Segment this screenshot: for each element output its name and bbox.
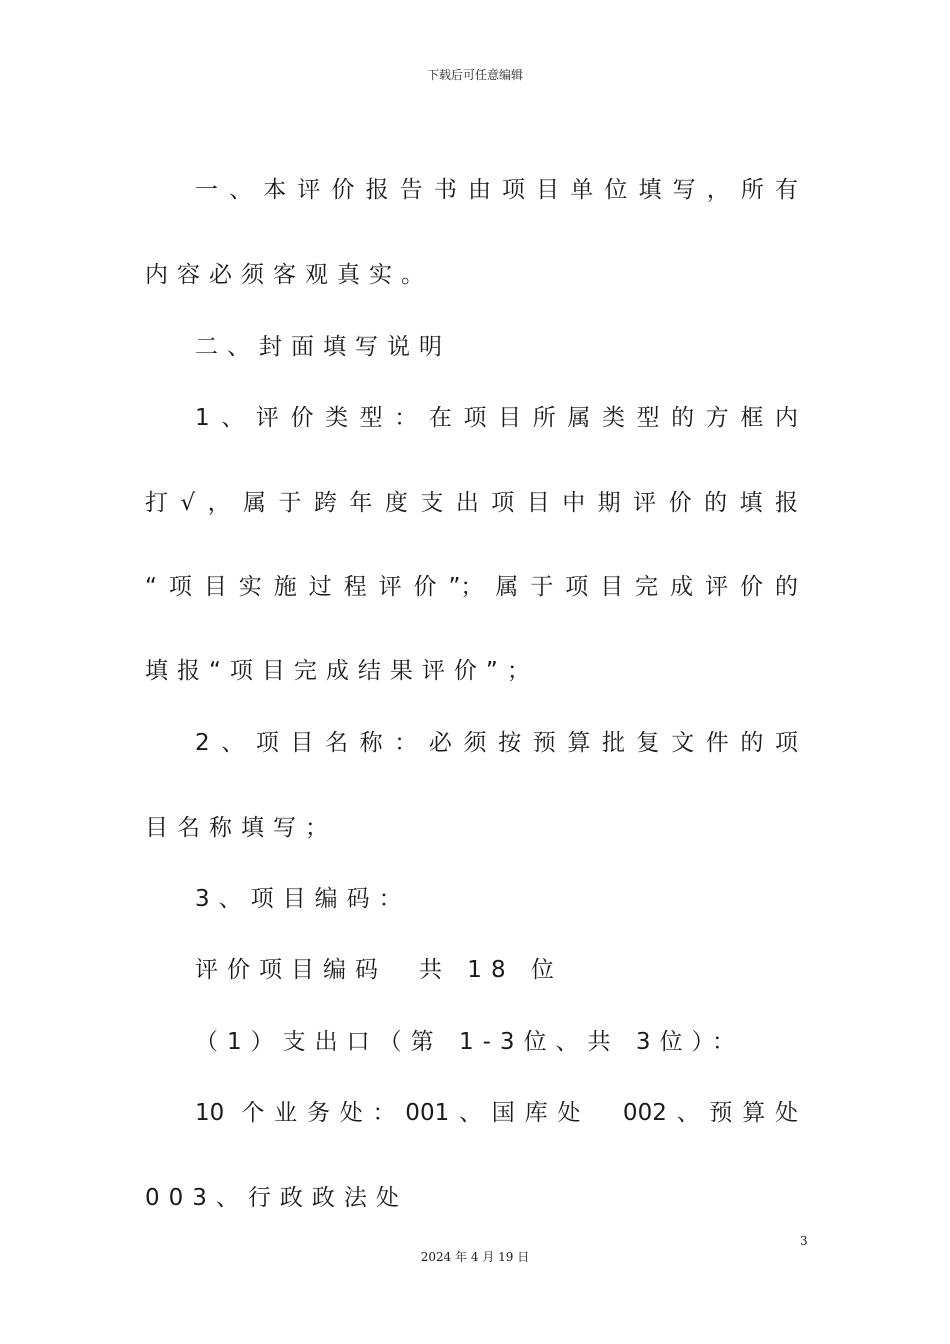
paragraph-line: 一、本评价报告书由项目单位填写，所有 bbox=[195, 177, 798, 203]
paragraph-line: “项目实施过程评价”；属于项目完成评价的 bbox=[145, 574, 798, 600]
page-footer-date: 2024 年 4 月 19 日 bbox=[420, 1250, 530, 1264]
paragraph-line: 10 个业务处：001、国库处 002、预算处 bbox=[195, 1100, 798, 1126]
paragraph-line: 填报“项目完成结果评价”； bbox=[145, 658, 539, 684]
paragraph-line: 2、项目名称：必须按预算批复文件的项 bbox=[195, 730, 798, 756]
paragraph-line: 内容必须客观真实。 bbox=[145, 262, 433, 288]
section-heading: 二、封面填写说明 bbox=[195, 334, 451, 360]
page-header: 下载后可任意编辑 bbox=[426, 68, 523, 82]
paragraph-line: 3、项目编码： bbox=[195, 886, 411, 912]
paragraph-line: 评价项目编码 共 18 位 bbox=[195, 957, 563, 983]
paragraph-line: （1）支出口（第 1-3位、共 3位）： bbox=[195, 1029, 744, 1055]
paragraph-line: 目名称填写； bbox=[145, 815, 337, 841]
paragraph-line: 1、评价类型：在项目所属类型的方框内 bbox=[195, 405, 798, 431]
paragraph-line: 003、行政政法处 bbox=[145, 1185, 408, 1211]
paragraph-line: 打√，属于跨年度支出项目中期评价的填报 bbox=[145, 490, 798, 516]
page-number: 3 bbox=[800, 1234, 808, 1248]
